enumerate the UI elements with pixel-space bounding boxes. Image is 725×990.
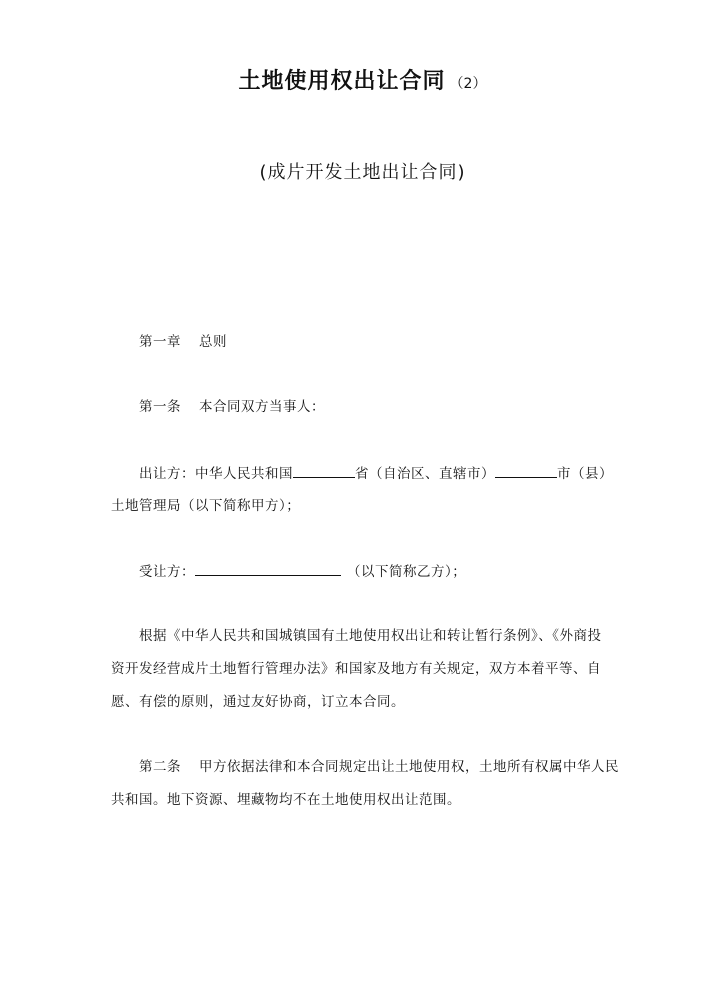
city-blank <box>495 463 557 478</box>
province-blank <box>293 463 355 478</box>
transferee-after: （以下简称乙方）； <box>347 564 467 580</box>
document-title <box>0 64 725 95</box>
transferor-seg2: 省（自治区、直辖市） <box>355 466 495 482</box>
transferor-seg1: 出让方：中华人民共和国 <box>139 466 293 482</box>
transferee-line <box>139 561 466 582</box>
chapter-name: 总则 <box>199 334 227 350</box>
basis-line-3: 愿、有偿的原则，通过友好协商，订立本合同。 <box>111 694 405 710</box>
transferee-label: 受让方： <box>139 564 195 580</box>
chapter-number: 第一章 <box>139 334 181 350</box>
transferor-line-2: 土地管理局（以下简称甲方）； <box>111 498 301 514</box>
article-2-number: 第二条 <box>139 759 181 775</box>
document-subtitle: (成片开发土地出让合同) <box>259 162 466 183</box>
article-1 <box>139 397 325 417</box>
basis-line-2: 资开发经营成片土地暂行管理办法》和国家及地方有关规定，双方本着平等、自 <box>111 661 601 677</box>
basis-line-1: 根据《中华人民共和国城镇国有土地使用权出让和转让暂行条例》、《外商投 <box>139 628 602 644</box>
article-2-line-1 <box>139 757 619 777</box>
transferor-line-1 <box>139 463 613 484</box>
article-2-line-2: 共和国。地下资源、埋藏物均不在土地使用权出让范围。 <box>111 792 461 808</box>
article-1-number: 第一条 <box>139 399 181 415</box>
article-1-text: 本合同双方当事人： <box>199 399 325 415</box>
transferor-seg3: 市（县） <box>557 466 613 482</box>
chapter-heading <box>139 332 227 352</box>
article-2-text-1: 甲方依据法律和本合同规定出让土地使用权，土地所有权属中华人民 <box>199 759 619 775</box>
title-suffix: （2） <box>449 76 487 92</box>
title-main: 土地使用权出让合同 <box>238 69 446 94</box>
transferee-blank <box>195 561 341 576</box>
